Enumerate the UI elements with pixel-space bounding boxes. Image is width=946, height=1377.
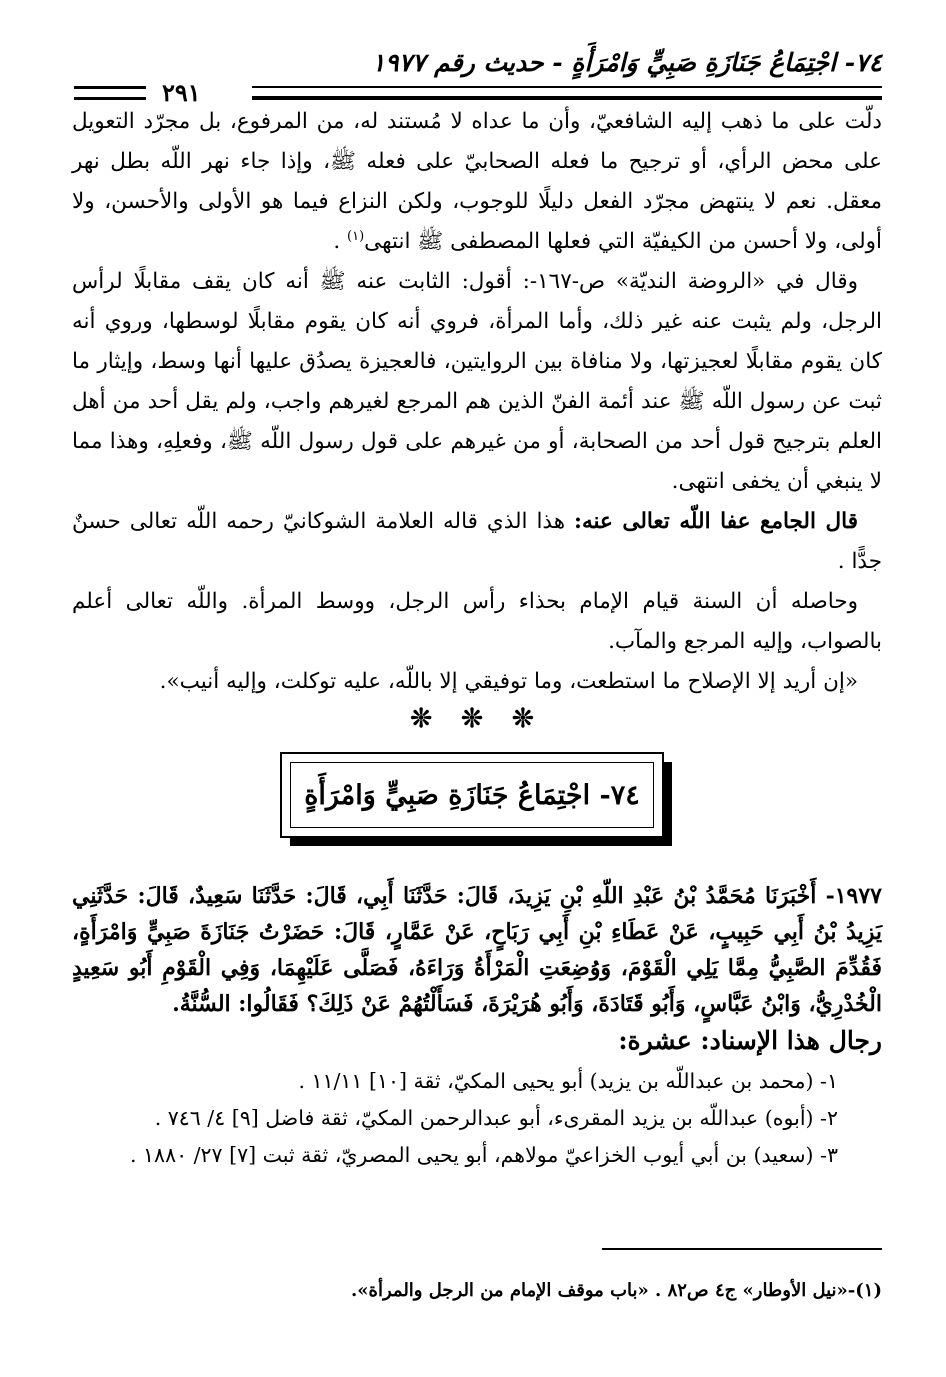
paragraph-2: وقال في «الروضة النديّة» ص-١٦٧-: أقول: الثابت عنه ﷺ أنه كان يقف مقابلًا لرأس الرجل، ولم يثبت عنه غير ذلك، وأما المرأة، فروي أنه كان يقوم مقابلًا لوسطها، وروي أنه كان يقوم مقابلًا لعجيزتها، ولا منافاة بين الروايتين، فالعجيزة يصدُق عليها أنها وسط، وإيثار ما ثبت عن رسول اللّه ﷺ عند أئمة الفنّ الذين هم المرجع لغيرهم واجب، ولم يقل أحد من أهل العلم بترجيح قول أحد من الصحابة، أو من غيرهم على قول رسول اللّه ﷺ، وفعلِهِ، وهذا مما لا ينبغي أن يخفى انتهى. xyxy=(72,269,882,494)
narrator-3: ٣- (سعيد) بن أبي أيوب الخزاعيّ مولاهم، أبو يحيى المصريّ، ثقة ثبت [٧] ٢٧/ ١٨٨٠ . xyxy=(130,1143,838,1167)
page xyxy=(72,40,882,1174)
paragraph-1-text: دلّت على ما ذهب إليه الشافعيّ، وأن ما عداه لا مُستند له، من المرفوع، بل مجرّد التعويل على محض الرأي، أو ترجيح ما فعله الصحابيّ على فعله ﷺ، وإذا جاء نهر اللّه بطل نهر معقل. نعم لا ينتهض مجرّد الفعل دليلًا للوجوب، ولكن النزاع فيما هو الأولى والأحسن، ولا أولى، ولا أحسن من الكيفيّة التي فعلها المصطفى ﷺ انتهى xyxy=(72,109,882,254)
narrator-2: ٢- (أبوه) عبداللّه بن يزيد المقرىء، أبو عبدالرحمن المكيّ، ثقة فاضل [٩] ٤/ ٧٤٦ . xyxy=(154,1106,838,1130)
hadith-text: ١٩٧٧- أَخْبَرَنَا مُحَمَّدُ بْنُ عَبْدِ اللّهِ بْنِ يَزِيدَ، قَالَ: حَدَّثَنَا أَبِي، قَالَ: حَدَّثَنَا سَعِيدٌ، قَالَ: حَدَّثَنِي يَزِيدُ بْنُ أَبِي حَبِيبٍ، عَنْ عَطَاءِ بْنِ أَبِي رَبَاحٍ، عَنْ عَمَّارٍ، قَالَ: حَضَرْتُ جَنَازَةَ صَبِيٍّ وَامْرَأَةٍ، فَقُدِّمَ الصَّبِيُّ مِمَّا يَلِي الْقَوْمَ، وَوُضِعَتِ الْمَرْأَةُ وَرَاءَهُ، فَصَلَّى عَلَيْهِمَا، وَفِي الْقَوْمِ أَبُو سَعِيدٍ الْخُدْرِيُّ، وَابْنُ عَبَّاسٍ، وَأَبُو قَتَادَةَ، وَأَبُو هُرَيْرَةَ، فَسَأَلْتُهُمْ عَنْ ذَلِكَ؟ فَقَالُوا: السُّنَّةُ. xyxy=(72,883,882,1017)
section-separator: ❊ ❊ ❊ xyxy=(410,704,544,734)
footnote-rule xyxy=(602,1248,882,1250)
chapter-title-box xyxy=(280,752,674,848)
chapter-box-outer xyxy=(280,752,664,838)
footnote: (١)-«نيل الأوطار» ج٤ ص٨٢ . «باب موقف الإمام من الرجل والمرأة». xyxy=(351,1280,882,1301)
narrator-1: ١- (محمد بن عبداللّه بن يزيد) أبو يحيى المكيّ، ثقة [١٠] ١١/١١ . xyxy=(298,1069,838,1093)
section-heading: رجال هذا الإسناد: عشرة: xyxy=(618,1026,882,1055)
page-number-rule xyxy=(74,86,146,100)
paragraph-4: وحاصله أن السنة قيام الإمام بحذاء رأس الرجل، ووسط المرأة. واللّه تعالى أعلم بالصواب، وإليه المرجع والمآب. xyxy=(72,589,882,654)
paragraph-3-text: هذا الذي قاله العلامة الشوكانيّ رحمه اللّه تعالى حسنٌ جدًّا . xyxy=(72,509,882,574)
paragraph-3 xyxy=(72,502,882,582)
jami-label: قال الجامع عفا اللّه تعالى عنه: xyxy=(574,509,858,534)
header-title: ٧٤- اجْتِمَاعُ جَنَازَةِ صَبِيٍّ وَامْرَأَةٍ - حديث رقم ١٩٧٧ xyxy=(371,48,882,77)
paragraph-1: دلّت على ما ذهب إليه الشافعيّ، وأن ما عداه لا مُستند له، من المرفوع، بل مجرّد التعويل على محض الرأي، أو ترجيح ما فعله الصحابيّ على فعله ﷺ، وإذا جاء نهر اللّه بطل نهر معقل. نعم لا ينتهض مجرّد الفعل دليلًا للوجوب، ولكن النزاع فيما هو الأولى والأحسن، ولا أولى، ولا أحسن من الكيفيّة التي فعلها المصطفى ﷺ انتهى$^{(١)}$ . xyxy=(72,109,882,254)
footnote-marker: (١) xyxy=(347,228,365,244)
chapter-title: ٧٤- اجْتِمَاعُ جَنَازَةِ صَبِيٍّ وَامْرَأَةٍ xyxy=(290,762,654,828)
running-header xyxy=(72,40,882,107)
header-rule xyxy=(252,86,882,100)
paragraph-5: «إن أريد إلا الإصلاح ما استطعت، وما توفيقي إلا باللّه، عليه توكلت، وإليه أنيب». xyxy=(159,669,858,694)
page-number: ٢٩١ xyxy=(162,78,201,107)
